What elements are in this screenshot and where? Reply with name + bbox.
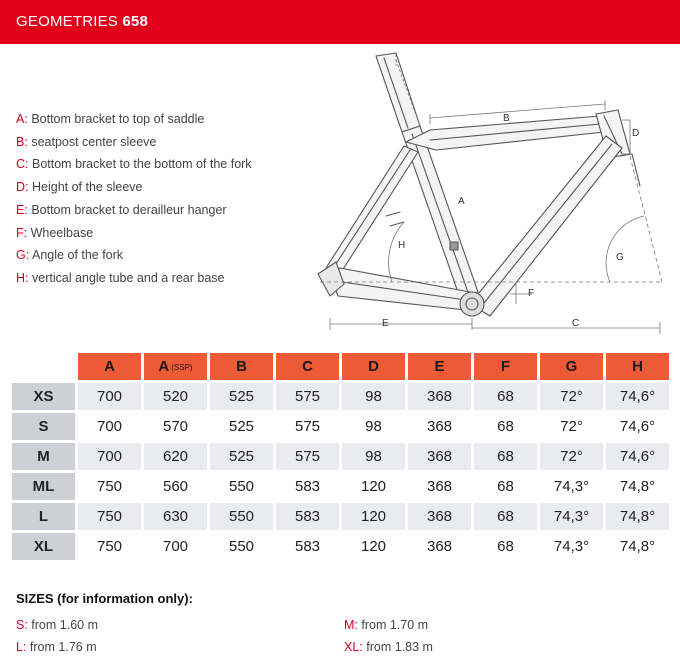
table-cell: 120 [342, 533, 405, 560]
page-header [0, 0, 680, 44]
table-cell: 560 [144, 473, 207, 500]
table-cell: 700 [78, 383, 141, 410]
size-item-s [16, 618, 98, 632]
size-item-m [344, 618, 428, 632]
legend-key: B [16, 134, 25, 149]
table-cell: 72° [540, 443, 603, 470]
size-text: from 1.76 m [29, 640, 97, 654]
legend-item: G: Angle of the fork [16, 248, 124, 263]
table-cell: 700 [78, 413, 141, 440]
table-cell: 98 [342, 443, 405, 470]
table-row [12, 503, 669, 530]
diagram-label-f: F [528, 288, 535, 299]
table-row [12, 413, 669, 440]
legend-item: A: Bottom bracket to top of saddle [16, 112, 205, 126]
table-cell: 630 [144, 503, 207, 530]
table-cell: 570 [144, 413, 207, 440]
table-cell: 74,8° [606, 533, 669, 560]
table-cell: 525 [210, 383, 273, 410]
diagram-label-d: D [632, 128, 640, 139]
table-cell: 72° [540, 413, 603, 440]
table-cell: 620 [144, 443, 207, 470]
column-header: C [276, 353, 339, 380]
table-cell: 74,8° [606, 473, 669, 500]
diagram-label-b: B [503, 113, 510, 124]
table-cell: 68 [474, 533, 537, 560]
table-row [12, 383, 669, 410]
diagram-label-g: G [616, 252, 624, 263]
table-cell: 700 [144, 533, 207, 560]
legend-key: D [16, 180, 26, 195]
table-cell: 368 [408, 533, 471, 560]
row-header: XS [12, 383, 75, 410]
geometry-table [9, 350, 672, 563]
table-cell: 120 [342, 503, 405, 530]
size-item-xl [344, 640, 433, 654]
table-cell: 368 [408, 413, 471, 440]
table-cell: 368 [408, 503, 471, 530]
row-header: ML [12, 473, 75, 500]
table-cell: 98 [342, 383, 405, 410]
size-text: from 1.83 m [366, 640, 433, 654]
legend-text: seatpost center sleeve [31, 134, 157, 149]
table-cell: 368 [408, 473, 471, 500]
legend-key: H [16, 270, 26, 285]
table-cell: 68 [474, 503, 537, 530]
table-cell: 525 [210, 443, 273, 470]
table-cell: 368 [408, 443, 471, 470]
table-cell: 368 [408, 383, 471, 410]
size-text: from 1.70 m [361, 618, 429, 632]
row-header: L [12, 503, 75, 530]
table-cell: 68 [474, 413, 537, 440]
table-cell: 575 [276, 383, 339, 410]
table-cell: 575 [276, 443, 339, 470]
legend-item: C: Bottom bracket to the bottom of the fork [16, 157, 252, 172]
sizes-title: SIZES (for information only): [16, 591, 193, 606]
size-key: M: [344, 618, 358, 632]
table-row [12, 473, 669, 500]
legend-text: Angle of the fork [32, 248, 124, 263]
legend-text: Bottom bracket to the bottom of the fork [32, 157, 252, 172]
column-header: E [408, 353, 471, 380]
legend-text: Wheelbase [30, 225, 94, 240]
legend-key: F [16, 225, 24, 240]
legend-key: A [16, 112, 25, 126]
table-cell: 74,3° [540, 503, 603, 530]
table-cell: 583 [276, 533, 339, 560]
table-cell: 700 [78, 443, 141, 470]
column-header: G [540, 353, 603, 380]
table-cell: 98 [342, 413, 405, 440]
legend-text: vertical angle tube and a rear base [32, 270, 225, 285]
table-cell: 525 [210, 413, 273, 440]
table-cell: 583 [276, 473, 339, 500]
size-key: XL: [344, 640, 363, 654]
legend-item: E: Bottom bracket to derailleur hanger [16, 202, 227, 217]
legend-key: C [16, 157, 26, 172]
dimension-legend [16, 108, 252, 290]
row-header: S [12, 413, 75, 440]
frame-geometry-diagram [300, 46, 670, 342]
row-header: M [12, 443, 75, 470]
table-cell: 520 [144, 383, 207, 410]
table-cell: 74,8° [606, 503, 669, 530]
legend-key: E [16, 202, 25, 217]
diagram-label-h: H [398, 240, 406, 251]
table-cell: 750 [78, 473, 141, 500]
title-text: GEOMETRIES [16, 13, 119, 30]
legend-text: Bottom bracket to derailleur hanger [31, 202, 227, 217]
table-cell: 68 [474, 383, 537, 410]
legend-item: H: vertical angle tube and a rear base [16, 270, 225, 285]
column-header: A [78, 353, 141, 380]
row-header: XL [12, 533, 75, 560]
diagram-label-a: A [458, 196, 465, 207]
table-cell: 68 [474, 473, 537, 500]
table-cell: 550 [210, 533, 273, 560]
model-number: 658 [122, 13, 149, 30]
size-key: L: [16, 640, 27, 654]
page-title [16, 13, 148, 30]
legend-text: Height of the sleeve [32, 180, 143, 195]
table-cell: 583 [276, 503, 339, 530]
table-cell: 750 [78, 503, 141, 530]
legend-item: D: Height of the sleeve [16, 180, 143, 195]
table-cell: 74,3° [540, 473, 603, 500]
diagram-label-c: C [572, 318, 580, 329]
table-header-row [12, 353, 669, 380]
table-cell: 750 [78, 533, 141, 560]
table-cell: 575 [276, 413, 339, 440]
legend-item: F: Wheelbase [16, 225, 94, 240]
column-header: A (SSP) [144, 353, 207, 380]
legend-text: Bottom bracket to top of saddle [31, 112, 205, 126]
table-cell: 74,6° [606, 413, 669, 440]
table-row [12, 443, 669, 470]
table-cell: 68 [474, 443, 537, 470]
table-cell: 550 [210, 503, 273, 530]
legend-item: B: seatpost center sleeve [16, 134, 157, 149]
column-header: B [210, 353, 273, 380]
size-item-l [16, 640, 97, 654]
table-cell: 72° [540, 383, 603, 410]
size-key: S: [16, 618, 28, 632]
table-cell: 74,6° [606, 443, 669, 470]
legend-key: G [16, 248, 26, 263]
column-header: H [606, 353, 669, 380]
table-corner [12, 353, 75, 380]
size-text: from 1.60 m [31, 618, 98, 632]
table-cell: 74,6° [606, 383, 669, 410]
table-row [12, 533, 669, 560]
diagram-label-e: E [382, 318, 389, 329]
table-cell: 120 [342, 473, 405, 500]
column-header: D [342, 353, 405, 380]
table-cell: 74,3° [540, 533, 603, 560]
table-cell: 550 [210, 473, 273, 500]
column-header: F [474, 353, 537, 380]
